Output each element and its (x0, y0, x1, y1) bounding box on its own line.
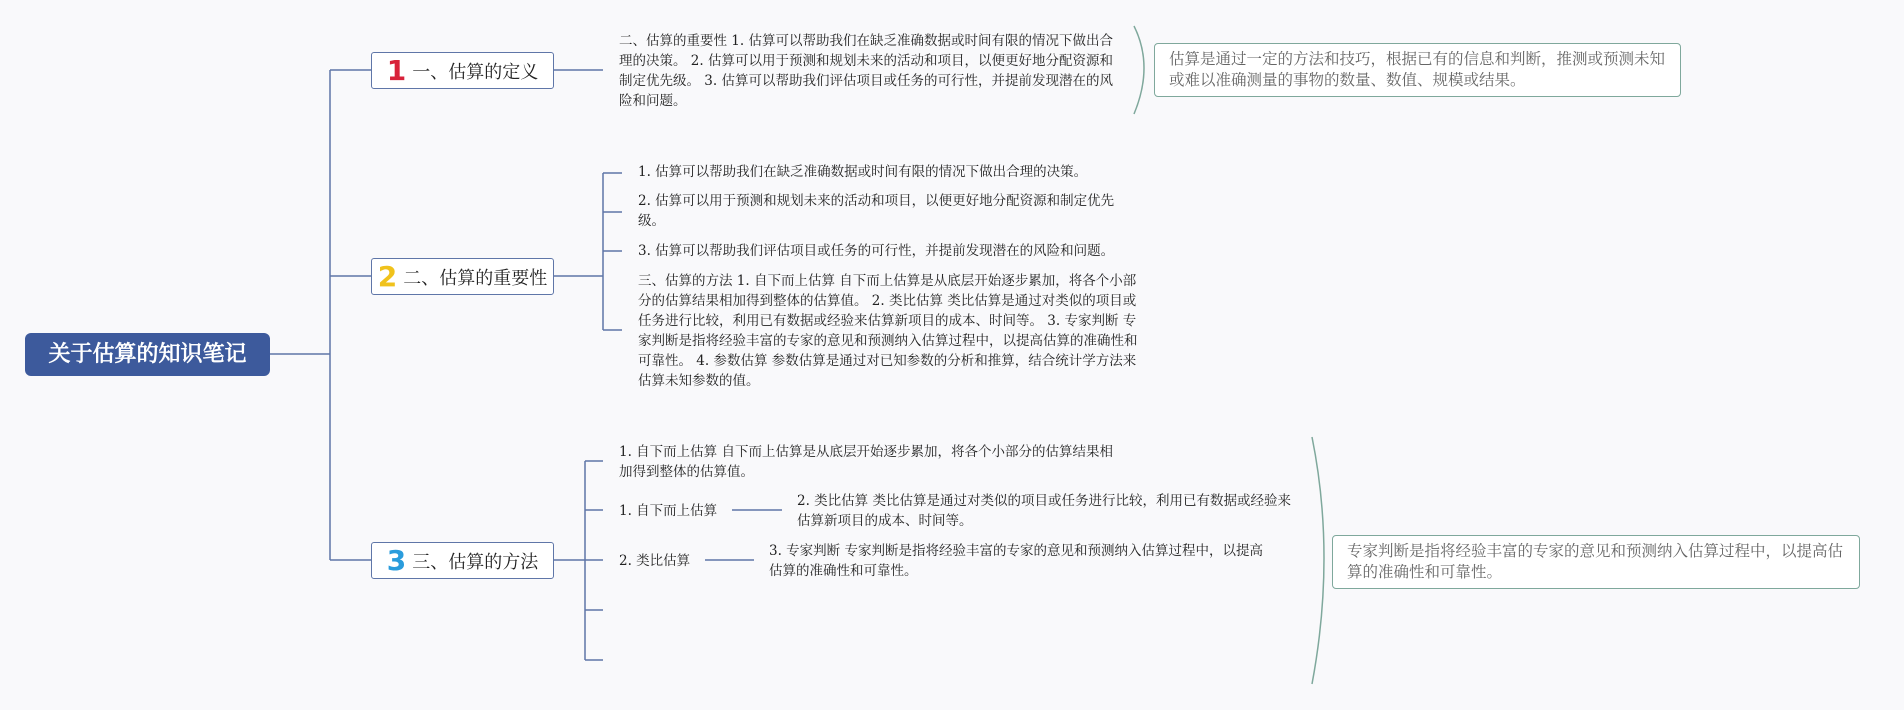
method-item-3-label[interactable]: 2. 类比估算 (619, 553, 691, 569)
definition-summary[interactable]: 估算是通过一定的方法和技巧，根据已有的信息和判断，推测或预测未知或难以准确测量的事物的数量、数值、规模或结果。 (1154, 43, 1681, 97)
topic-number: 3 (386, 543, 407, 577)
definition-detail[interactable]: 二、估算的重要性 1. 估算可以帮助我们在缺乏准确数据或时间有限的情况下做出合理的决策。 2. 估算可以用于预测和规划未来的活动和项目，以便更好地分配资源和制定优先级。 3. 估算可以帮助我们评估项目或任务的可行性，并提前发现潜在的风险和问题。 (619, 33, 1113, 109)
topic-label: 一、估算的定义 (412, 61, 539, 83)
method-item-2-detail[interactable]: 2. 类比估算 类比估算是通过对类似的项目或任务进行比较，利用已有数据或经验来估算新项目的成本、时间等。 (797, 493, 1291, 529)
method-item-3-detail[interactable]: 3. 专家判断 专家判断是指将经验丰富的专家的意见和预测纳入估算过程中，以提高估算的准确性和可靠性。 (769, 543, 1263, 579)
methods-summary[interactable]: 专家判断是指将经验丰富的专家的意见和预测纳入估算过程中，以提高估算的准确性和可靠性。 (1332, 535, 1860, 589)
topic-methods[interactable] (371, 542, 554, 579)
method-item-1[interactable]: 1. 自下而上估算 自下而上估算是从底层开始逐步累加，将各个小部分的估算结果相加得到整体的估算值。 (619, 444, 1113, 480)
topic-label: 二、估算的重要性 (403, 267, 548, 289)
importance-item-2[interactable]: 2. 估算可以用于预测和规划未来的活动和项目，以便更好地分配资源和制定优先级。 (638, 193, 1115, 229)
topic-number: 1 (386, 53, 407, 87)
importance-item-4[interactable]: 三、估算的方法 1. 自下而上估算 自下而上估算是从底层开始逐步累加，将各个小部分的估算结果相加得到整体的估算值。 2. 类比估算 类比估算是通过对类似的项目或任务进行比较，利用已有数据或经验来估算新项目的成本、时间等。 3. 专家判断 专家判断是指将经验丰富的专家的意见和预测纳入估算过程中，以提高估算的准确性和可靠性。 4. 参数估算 参数估算是通过对已知参数的分析和推算，结合统计学方法来估算未知参数的值。 (638, 273, 1138, 389)
topic-importance[interactable] (371, 258, 554, 295)
topic-label: 三、估算的方法 (412, 551, 539, 573)
importance-item-3[interactable]: 3. 估算可以帮助我们评估项目或任务的可行性，并提前发现潜在的风险和问题。 (638, 243, 1115, 259)
root-topic[interactable]: 关于估算的知识笔记 (25, 333, 270, 376)
topic-number: 2 (377, 259, 398, 293)
importance-item-1[interactable]: 1. 估算可以帮助我们在缺乏准确数据或时间有限的情况下做出合理的决策。 (638, 164, 1088, 180)
method-item-2-label[interactable]: 1. 自下而上估算 (619, 503, 718, 519)
topic-definition[interactable] (371, 52, 554, 89)
